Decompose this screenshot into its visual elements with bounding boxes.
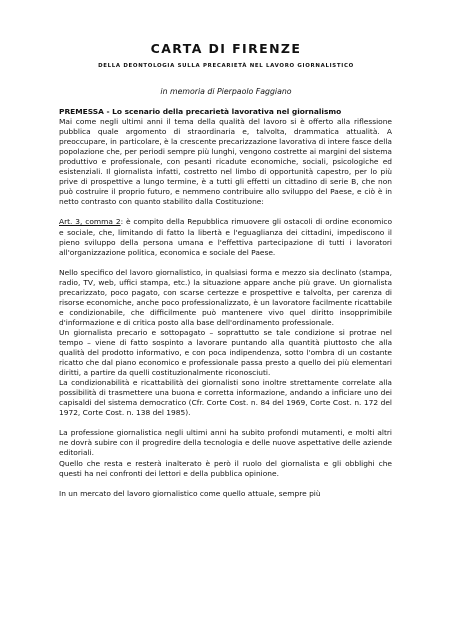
paragraph: Nello specifico del lavoro giornalistico, in qualsiasi forma e mezzo sia declinato (stampa, radio, TV, web, uffici stampa, etc.) la situazione appare anche più grave. Un giornalista precarizzato, poco pagato, con scarse certezze e prospettive e talvolta, per carenza di risorse economiche, anche poco professionalizzato, è un lavoratore facilmente ricattabile e condizionabile, che difficilmente può mantenere vivo quel diritto insopprimibile d'informazione e di critica posto alla base dell'ordinamento professionale. xyxy=(59,267,392,327)
paragraph-article xyxy=(59,217,392,257)
paragraph: Quello che resta e resterà inalterato è però il ruolo del giornalista e gli obblighi che questi ha nei confronti dei lettori e della pubblica opinione. xyxy=(59,458,392,478)
article-text: : è compito della Repubblica rimuovere gli ostacoli di ordine economico e sociale, che, limitando di fatto la libertà e l'eguaglianza dei cittadini, impediscono il pieno sviluppo della persona umana e l'effettiva partecipazione di tutti i lavoratori all'organizzazione politica, economica e sociale del Paese. xyxy=(59,217,392,257)
document-body xyxy=(59,107,392,499)
section-heading: PREMESSA - Lo scenario della precarietà lavorativa nel giornalismo xyxy=(59,107,342,116)
paragraph-premessa: Mai come negli ultimi anni il tema della qualità del lavoro si è offerto alla riflessione pubblica quale argomento di straordinaria e, talvolta, drammatica attualità. A preoccupare, in particolare, è la crescente precarizzazione lavorativa di intere fasce della popolazione che, per periodi sempre più lunghi, vengono costrette ai margini del sistema produttivo e professionale, con pesanti ricadute economiche, sociali, psicologiche ed esistenziali. Il giornalista infatti, costretto nel limbo di opportunità capestro, per lo più prive di prospettive a lungo termine, è a tutti gli effetti un cittadino di serie B, che non può costruire il proprio futuro, e nemmeno contribuire allo sviluppo del Paese, e ciò è in netto contrasto con quanto stabilito dalla Costituzione: xyxy=(59,117,392,207)
paragraph: La condizionabilità e ricattabilità dei giornalisti sono inoltre strettamente correlate alla possibilità di trasmettere una buona e corretta informazione, andando a inficiare uno dei capisaldi del sistema democratico (Cfr. Corte Cost. n. 84 del 1969, Corte Cost. n. 172 del 1972, Corte Cost. n. 138 del 1985). xyxy=(59,378,392,418)
article-reference: Art. 3, comma 2 xyxy=(59,217,121,227)
paragraph: In un mercato del lavoro giornalistico come quello attuale, sempre più xyxy=(59,488,321,498)
paragraph: La professione giornalistica negli ultimi anni ha subito profondi mutamenti, e molti altri ne dovrà subire con il progredire della tecnologia e delle nuove aspettative delle aziende editoriali. xyxy=(59,428,392,458)
dedication-line: in memoria di Pierpaolo Faggiano xyxy=(160,87,292,96)
document-title: CARTA DI FIRENZE xyxy=(150,41,302,56)
document-subtitle: DELLA DEONTOLOGIA SULLA PRECARIETÀ NEL LAVORO GIORNALISTICO xyxy=(98,63,354,69)
paragraph: Un giornalista precario e sottopagato – soprattutto se tale condizione si protrae nel tempo – viene di fatto sospinto a lavorare puntando alla quantità piuttosto che alla qualità del prodotto informativo, e con poca indipendenza, sotto l'ombra di un costante ricatto che dal piano economico e professionale passa presto a quello dei più elementari diritti, a partire da quelli costituzionalmente riconosciuti. xyxy=(59,327,392,378)
